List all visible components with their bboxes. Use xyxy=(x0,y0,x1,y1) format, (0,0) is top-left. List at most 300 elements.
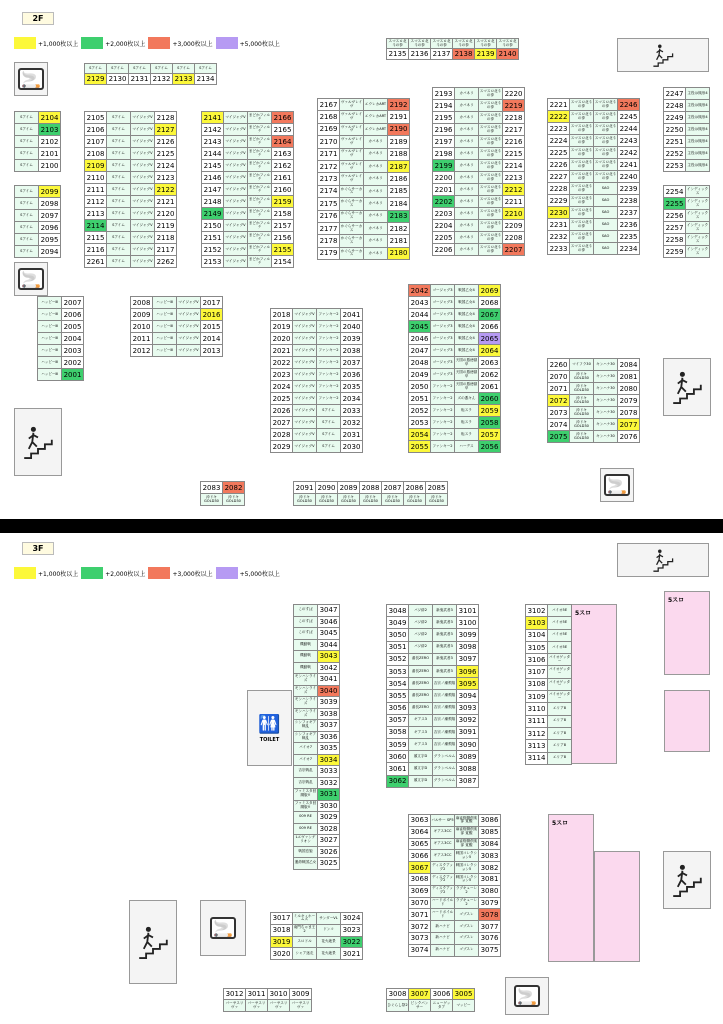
machine-number[interactable]: 2089 xyxy=(338,482,360,494)
machine-number[interactable]: 2026 xyxy=(271,405,293,417)
machine-number[interactable]: 2056 xyxy=(479,441,501,453)
machine-number[interactable]: 2003 xyxy=(62,345,84,357)
machine-number[interactable]: 2017 xyxy=(201,297,223,309)
machine-number[interactable]: 2244 xyxy=(618,123,640,135)
machine-number[interactable]: 2159 xyxy=(272,196,294,208)
machine-number[interactable]: 2102 xyxy=(39,136,61,148)
machine-number[interactable]: 2018 xyxy=(271,309,293,321)
machine-number[interactable]: 3051 xyxy=(387,642,409,654)
machine-number[interactable]: 2223 xyxy=(548,123,570,135)
machine-number[interactable]: 2053 xyxy=(409,417,431,429)
machine-number[interactable]: 3034 xyxy=(318,755,340,767)
machine-number[interactable]: 3033 xyxy=(318,766,340,778)
machine-number[interactable]: 2064 xyxy=(479,345,501,357)
machine-number[interactable]: 2071 xyxy=(548,383,570,395)
machine-number[interactable]: 2077 xyxy=(618,419,640,431)
machine-number[interactable]: 3044 xyxy=(318,640,340,652)
machine-number[interactable]: 2229 xyxy=(548,195,570,207)
machine-number[interactable]: 2241 xyxy=(618,159,640,171)
machine-number[interactable]: 3042 xyxy=(318,663,340,675)
machine-number[interactable]: 2191 xyxy=(388,111,410,123)
machine-number[interactable]: 2121 xyxy=(155,196,177,208)
machine-number[interactable]: 2149 xyxy=(202,208,224,220)
machine-number[interactable]: 2118 xyxy=(155,232,177,244)
machine-number[interactable]: 2202 xyxy=(433,196,455,208)
machine-number[interactable]: 3096 xyxy=(457,666,479,678)
machine-number[interactable]: 2224 xyxy=(548,135,570,147)
machine-number[interactable]: 2081 xyxy=(618,371,640,383)
machine-number[interactable]: 2046 xyxy=(409,333,431,345)
machine-number[interactable]: 2041 xyxy=(341,309,363,321)
machine-number[interactable]: 2060 xyxy=(479,393,501,405)
machine-number[interactable]: 3083 xyxy=(479,850,501,862)
machine-number[interactable]: 2219 xyxy=(503,100,525,112)
machine-number[interactable]: 2161 xyxy=(272,172,294,184)
machine-number[interactable]: 2236 xyxy=(618,219,640,231)
machine-number[interactable]: 2166 xyxy=(272,112,294,124)
machine-number[interactable]: 3082 xyxy=(479,862,501,874)
machine-number[interactable]: 2069 xyxy=(479,285,501,297)
machine-number[interactable]: 2080 xyxy=(618,383,640,395)
machine-number[interactable]: 2201 xyxy=(433,184,455,196)
machine-number[interactable]: 2091 xyxy=(294,482,316,494)
machine-number[interactable]: 2057 xyxy=(479,429,501,441)
machine-number[interactable]: 3080 xyxy=(479,886,501,898)
machine-number[interactable]: 3035 xyxy=(318,743,340,755)
machine-number[interactable]: 2247 xyxy=(664,88,686,100)
machine-number[interactable]: 2251 xyxy=(664,136,686,148)
machine-number[interactable]: 3017 xyxy=(271,913,293,925)
machine-number[interactable]: 3093 xyxy=(457,703,479,715)
machine-number[interactable]: 3027 xyxy=(318,835,340,847)
machine-number[interactable]: 2163 xyxy=(272,148,294,160)
machine-number[interactable]: 2146 xyxy=(202,172,224,184)
machine-number[interactable]: 2128 xyxy=(155,112,177,124)
machine-number[interactable]: 3101 xyxy=(457,605,479,617)
machine-number[interactable]: 2114 xyxy=(85,220,107,232)
machine-number[interactable]: 2109 xyxy=(85,160,107,172)
machine-number[interactable]: 2217 xyxy=(503,124,525,136)
machine-number[interactable]: 2009 xyxy=(131,309,153,321)
machine-number[interactable]: 3086 xyxy=(479,815,501,827)
machine-number[interactable]: 2238 xyxy=(618,195,640,207)
machine-number[interactable]: 2237 xyxy=(618,207,640,219)
machine-number[interactable]: 2020 xyxy=(271,333,293,345)
machine-number[interactable]: 3030 xyxy=(318,801,340,813)
machine-number[interactable]: 3069 xyxy=(409,886,431,898)
machine-number[interactable]: 2257 xyxy=(664,222,686,234)
machine-number[interactable]: 2147 xyxy=(202,184,224,196)
machine-number[interactable]: 2058 xyxy=(479,417,501,429)
machine-number[interactable]: 2261 xyxy=(85,256,107,268)
machine-number[interactable]: 3104 xyxy=(526,630,548,642)
machine-number[interactable]: 2167 xyxy=(318,99,340,111)
machine-number[interactable]: 2105 xyxy=(85,112,107,124)
machine-number[interactable]: 2070 xyxy=(548,371,570,383)
machine-number[interactable]: 2242 xyxy=(618,147,640,159)
machine-number[interactable]: 2154 xyxy=(272,256,294,268)
machine-number[interactable]: 2228 xyxy=(548,183,570,195)
machine-number[interactable]: 2151 xyxy=(202,232,224,244)
machine-number[interactable]: 2010 xyxy=(131,321,153,333)
machine-number[interactable]: 3011 xyxy=(246,989,268,1000)
machine-number[interactable]: 3071 xyxy=(409,909,431,921)
machine-number[interactable]: 2115 xyxy=(85,232,107,244)
machine-number[interactable]: 2184 xyxy=(388,198,410,210)
machine-number[interactable]: 2044 xyxy=(409,309,431,321)
machine-number[interactable]: 2214 xyxy=(503,160,525,172)
machine-number[interactable]: 2255 xyxy=(664,198,686,210)
machine-number[interactable]: 2101 xyxy=(39,148,61,160)
machine-number[interactable]: 2122 xyxy=(155,184,177,196)
machine-number[interactable]: 2043 xyxy=(409,297,431,309)
machine-number[interactable]: 2222 xyxy=(548,111,570,123)
machine-number[interactable]: 2262 xyxy=(155,256,177,268)
machine-number[interactable]: 2137 xyxy=(431,49,453,60)
machine-number[interactable]: 2190 xyxy=(388,124,410,136)
machine-number[interactable]: 3098 xyxy=(457,642,479,654)
machine-number[interactable]: 2176 xyxy=(318,211,340,223)
machine-number[interactable]: 2187 xyxy=(388,161,410,173)
machine-number[interactable]: 2168 xyxy=(318,111,340,123)
machine-number[interactable]: 2225 xyxy=(548,147,570,159)
machine-number[interactable]: 2063 xyxy=(479,357,501,369)
machine-number[interactable]: 2002 xyxy=(62,357,84,369)
machine-number[interactable]: 3105 xyxy=(526,642,548,654)
machine-number[interactable]: 2182 xyxy=(388,223,410,235)
machine-number[interactable]: 2088 xyxy=(360,482,382,494)
machine-number[interactable]: 2029 xyxy=(271,441,293,453)
machine-number[interactable]: 3060 xyxy=(387,751,409,763)
machine-number[interactable]: 2036 xyxy=(341,369,363,381)
machine-number[interactable]: 2096 xyxy=(39,222,61,234)
machine-number[interactable]: 2200 xyxy=(433,172,455,184)
machine-number[interactable]: 2180 xyxy=(388,248,410,260)
machine-number[interactable]: 2034 xyxy=(341,393,363,405)
machine-number[interactable]: 2185 xyxy=(388,186,410,198)
machine-number[interactable]: 3088 xyxy=(457,763,479,775)
machine-number[interactable]: 2033 xyxy=(341,405,363,417)
machine-number[interactable]: 2125 xyxy=(155,148,177,160)
machine-number[interactable]: 3090 xyxy=(457,739,479,751)
machine-number[interactable]: 3114 xyxy=(526,753,548,765)
machine-number[interactable]: 3026 xyxy=(318,847,340,859)
machine-number[interactable]: 2090 xyxy=(316,482,338,494)
machine-number[interactable]: 2085 xyxy=(426,482,448,494)
machine-number[interactable]: 3075 xyxy=(479,945,501,957)
machine-number[interactable]: 3092 xyxy=(457,715,479,727)
machine-number[interactable]: 3006 xyxy=(431,989,453,1000)
machine-number[interactable]: 3037 xyxy=(318,720,340,732)
machine-number[interactable]: 2117 xyxy=(155,244,177,256)
machine-number[interactable]: 3097 xyxy=(457,654,479,666)
machine-number[interactable]: 2212 xyxy=(503,184,525,196)
machine-number[interactable]: 2113 xyxy=(85,208,107,220)
machine-number[interactable]: 2051 xyxy=(409,393,431,405)
machine-number[interactable]: 2195 xyxy=(433,112,455,124)
machine-number[interactable]: 3062 xyxy=(387,776,409,788)
machine-number[interactable]: 2108 xyxy=(85,148,107,160)
machine-number[interactable]: 2193 xyxy=(433,88,455,100)
machine-number[interactable]: 3056 xyxy=(387,703,409,715)
machine-number[interactable]: 2050 xyxy=(409,381,431,393)
machine-number[interactable]: 3058 xyxy=(387,727,409,739)
machine-number[interactable]: 2252 xyxy=(664,148,686,160)
machine-number[interactable]: 2141 xyxy=(202,112,224,124)
machine-number[interactable]: 2062 xyxy=(479,369,501,381)
machine-number[interactable]: 3078 xyxy=(479,909,501,921)
machine-number[interactable]: 2260 xyxy=(548,359,570,371)
machine-number[interactable]: 2134 xyxy=(195,74,217,85)
machine-number[interactable]: 2205 xyxy=(433,232,455,244)
machine-number[interactable]: 3019 xyxy=(271,937,293,949)
machine-number[interactable]: 3010 xyxy=(268,989,290,1000)
machine-number[interactable]: 3032 xyxy=(318,778,340,790)
machine-number[interactable]: 3084 xyxy=(479,839,501,851)
machine-number[interactable]: 3036 xyxy=(318,732,340,744)
machine-number[interactable]: 2031 xyxy=(341,429,363,441)
machine-number[interactable]: 2074 xyxy=(548,419,570,431)
machine-number[interactable]: 2226 xyxy=(548,159,570,171)
machine-number[interactable]: 3103 xyxy=(526,617,548,629)
machine-number[interactable]: 2072 xyxy=(548,395,570,407)
machine-number[interactable]: 2119 xyxy=(155,220,177,232)
machine-number[interactable]: 2111 xyxy=(85,184,107,196)
machine-number[interactable]: 3100 xyxy=(457,617,479,629)
machine-number[interactable]: 2110 xyxy=(85,172,107,184)
machine-number[interactable]: 2158 xyxy=(272,208,294,220)
machine-number[interactable]: 3020 xyxy=(271,948,293,960)
machine-number[interactable]: 2220 xyxy=(503,88,525,100)
machine-number[interactable]: 3061 xyxy=(387,763,409,775)
machine-number[interactable]: 2100 xyxy=(39,160,61,172)
machine-number[interactable]: 3007 xyxy=(409,989,431,1000)
machine-number[interactable]: 3094 xyxy=(457,690,479,702)
machine-number[interactable]: 2107 xyxy=(85,136,107,148)
machine-number[interactable]: 2246 xyxy=(618,99,640,111)
machine-number[interactable]: 3091 xyxy=(457,727,479,739)
machine-number[interactable]: 2027 xyxy=(271,417,293,429)
machine-number[interactable]: 2250 xyxy=(664,124,686,136)
machine-number[interactable]: 2079 xyxy=(618,395,640,407)
machine-number[interactable]: 2138 xyxy=(453,49,475,60)
machine-number[interactable]: 2025 xyxy=(271,393,293,405)
machine-number[interactable]: 3067 xyxy=(409,862,431,874)
machine-number[interactable]: 2181 xyxy=(388,235,410,247)
machine-number[interactable]: 2157 xyxy=(272,220,294,232)
machine-number[interactable]: 3077 xyxy=(479,921,501,933)
machine-number[interactable]: 2004 xyxy=(62,333,84,345)
machine-number[interactable]: 2177 xyxy=(318,223,340,235)
machine-number[interactable]: 2039 xyxy=(341,333,363,345)
machine-number[interactable]: 2048 xyxy=(409,357,431,369)
machine-number[interactable]: 2008 xyxy=(131,297,153,309)
machine-number[interactable]: 2165 xyxy=(272,124,294,136)
machine-number[interactable]: 2035 xyxy=(341,381,363,393)
machine-number[interactable]: 2083 xyxy=(201,482,223,494)
machine-number[interactable]: 3109 xyxy=(526,691,548,703)
machine-number[interactable]: 3021 xyxy=(341,948,363,960)
machine-number[interactable]: 3055 xyxy=(387,690,409,702)
machine-number[interactable]: 2106 xyxy=(85,124,107,136)
machine-number[interactable]: 2005 xyxy=(62,321,84,333)
machine-number[interactable]: 2084 xyxy=(618,359,640,371)
machine-number[interactable]: 3028 xyxy=(318,824,340,836)
machine-number[interactable]: 2152 xyxy=(202,244,224,256)
machine-number[interactable]: 2120 xyxy=(155,208,177,220)
machine-number[interactable]: 3047 xyxy=(318,605,340,617)
machine-number[interactable]: 2173 xyxy=(318,173,340,185)
machine-number[interactable]: 2254 xyxy=(664,186,686,198)
machine-number[interactable]: 2001 xyxy=(62,369,84,381)
machine-number[interactable]: 2059 xyxy=(479,405,501,417)
machine-number[interactable]: 2230 xyxy=(548,207,570,219)
machine-number[interactable]: 2045 xyxy=(409,321,431,333)
machine-number[interactable]: 2042 xyxy=(409,285,431,297)
machine-number[interactable]: 2097 xyxy=(39,210,61,222)
machine-number[interactable]: 3022 xyxy=(341,937,363,949)
machine-number[interactable]: 3113 xyxy=(526,740,548,752)
machine-number[interactable]: 2208 xyxy=(503,232,525,244)
machine-number[interactable]: 3045 xyxy=(318,628,340,640)
machine-number[interactable]: 2258 xyxy=(664,234,686,246)
machine-number[interactable]: 3053 xyxy=(387,666,409,678)
machine-number[interactable]: 2204 xyxy=(433,220,455,232)
machine-number[interactable]: 3048 xyxy=(387,605,409,617)
machine-number[interactable]: 3074 xyxy=(409,945,431,957)
machine-number[interactable]: 2019 xyxy=(271,321,293,333)
machine-number[interactable]: 2135 xyxy=(387,49,409,60)
machine-number[interactable]: 3054 xyxy=(387,678,409,690)
machine-number[interactable]: 3079 xyxy=(479,898,501,910)
machine-number[interactable]: 3110 xyxy=(526,703,548,715)
machine-number[interactable]: 2179 xyxy=(318,248,340,260)
machine-number[interactable]: 3041 xyxy=(318,674,340,686)
machine-number[interactable]: 2210 xyxy=(503,208,525,220)
machine-number[interactable]: 2142 xyxy=(202,124,224,136)
machine-number[interactable]: 2013 xyxy=(201,345,223,357)
machine-number[interactable]: 2112 xyxy=(85,196,107,208)
machine-number[interactable]: 2153 xyxy=(202,256,224,268)
machine-number[interactable]: 3085 xyxy=(479,827,501,839)
machine-number[interactable]: 3112 xyxy=(526,728,548,740)
machine-number[interactable]: 2245 xyxy=(618,111,640,123)
machine-number[interactable]: 2007 xyxy=(62,297,84,309)
machine-number[interactable]: 2253 xyxy=(664,160,686,172)
machine-number[interactable]: 3040 xyxy=(318,686,340,698)
machine-number[interactable]: 2183 xyxy=(388,211,410,223)
machine-number[interactable]: 2076 xyxy=(618,431,640,443)
machine-number[interactable]: 2052 xyxy=(409,405,431,417)
machine-number[interactable]: 2127 xyxy=(155,124,177,136)
machine-number[interactable]: 2124 xyxy=(155,160,177,172)
machine-number[interactable]: 2139 xyxy=(475,49,497,60)
machine-number[interactable]: 2075 xyxy=(548,431,570,443)
machine-number[interactable]: 2145 xyxy=(202,160,224,172)
machine-number[interactable]: 2012 xyxy=(131,345,153,357)
machine-number[interactable]: 2073 xyxy=(548,407,570,419)
machine-number[interactable]: 2078 xyxy=(618,407,640,419)
machine-number[interactable]: 2231 xyxy=(548,219,570,231)
machine-number[interactable]: 3059 xyxy=(387,739,409,751)
machine-number[interactable]: 3081 xyxy=(479,874,501,886)
machine-number[interactable]: 2207 xyxy=(503,244,525,256)
machine-number[interactable]: 3073 xyxy=(409,933,431,945)
machine-number[interactable]: 2094 xyxy=(39,246,61,258)
machine-number[interactable]: 2150 xyxy=(202,220,224,232)
machine-number[interactable]: 3076 xyxy=(479,933,501,945)
machine-number[interactable]: 3050 xyxy=(387,629,409,641)
machine-number[interactable]: 2143 xyxy=(202,136,224,148)
machine-number[interactable]: 2249 xyxy=(664,112,686,124)
machine-number[interactable]: 3031 xyxy=(318,789,340,801)
machine-number[interactable]: 3068 xyxy=(409,874,431,886)
machine-number[interactable]: 2144 xyxy=(202,148,224,160)
machine-number[interactable]: 2209 xyxy=(503,220,525,232)
machine-number[interactable]: 2198 xyxy=(433,148,455,160)
machine-number[interactable]: 2082 xyxy=(223,482,245,494)
machine-number[interactable]: 2047 xyxy=(409,345,431,357)
machine-number[interactable]: 3065 xyxy=(409,839,431,851)
machine-number[interactable]: 2032 xyxy=(341,417,363,429)
machine-number[interactable]: 2126 xyxy=(155,136,177,148)
machine-number[interactable]: 2227 xyxy=(548,171,570,183)
machine-number[interactable]: 2104 xyxy=(39,112,61,124)
machine-number[interactable]: 2216 xyxy=(503,136,525,148)
machine-number[interactable]: 3043 xyxy=(318,651,340,663)
machine-number[interactable]: 2162 xyxy=(272,160,294,172)
machine-number[interactable]: 2194 xyxy=(433,100,455,112)
machine-number[interactable]: 2132 xyxy=(151,74,173,85)
machine-number[interactable]: 2086 xyxy=(404,482,426,494)
machine-number[interactable]: 2218 xyxy=(503,112,525,124)
machine-number[interactable]: 2067 xyxy=(479,309,501,321)
machine-number[interactable]: 2087 xyxy=(382,482,404,494)
machine-number[interactable]: 2095 xyxy=(39,234,61,246)
machine-number[interactable]: 2037 xyxy=(341,357,363,369)
machine-number[interactable]: 3008 xyxy=(387,989,409,1000)
machine-number[interactable]: 2221 xyxy=(548,99,570,111)
machine-number[interactable]: 2239 xyxy=(618,183,640,195)
machine-number[interactable]: 2188 xyxy=(388,149,410,161)
machine-number[interactable]: 3070 xyxy=(409,898,431,910)
machine-number[interactable]: 2055 xyxy=(409,441,431,453)
machine-number[interactable]: 2256 xyxy=(664,210,686,222)
machine-number[interactable]: 3009 xyxy=(290,989,312,1000)
machine-number[interactable]: 2006 xyxy=(62,309,84,321)
machine-number[interactable]: 3029 xyxy=(318,812,340,824)
machine-number[interactable]: 2022 xyxy=(271,357,293,369)
machine-number[interactable]: 3064 xyxy=(409,827,431,839)
machine-number[interactable]: 2234 xyxy=(618,243,640,255)
machine-number[interactable]: 2203 xyxy=(433,208,455,220)
machine-number[interactable]: 2169 xyxy=(318,124,340,136)
machine-number[interactable]: 2024 xyxy=(271,381,293,393)
machine-number[interactable]: 2213 xyxy=(503,172,525,184)
machine-number[interactable]: 3107 xyxy=(526,666,548,678)
machine-number[interactable]: 2197 xyxy=(433,136,455,148)
machine-number[interactable]: 2172 xyxy=(318,161,340,173)
machine-number[interactable]: 3012 xyxy=(224,989,246,1000)
machine-number[interactable]: 2136 xyxy=(409,49,431,60)
machine-number[interactable]: 2235 xyxy=(618,231,640,243)
machine-number[interactable]: 3025 xyxy=(318,858,340,870)
machine-number[interactable]: 2215 xyxy=(503,148,525,160)
machine-number[interactable]: 2148 xyxy=(202,196,224,208)
machine-number[interactable]: 2116 xyxy=(85,244,107,256)
machine-number[interactable]: 2038 xyxy=(341,345,363,357)
machine-number[interactable]: 3111 xyxy=(526,716,548,728)
